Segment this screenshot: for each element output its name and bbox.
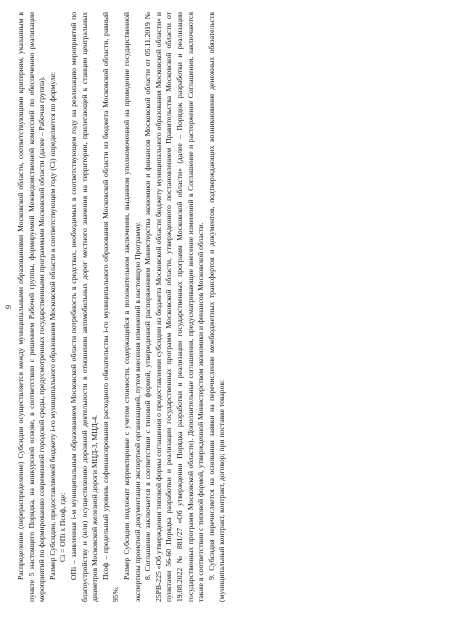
paragraph-subsidy-size: Размер Субсидии, предоставляемой бюджету i-го муниципального образования Московской области в соответствующем году (Ci) определяется по формуле: [47, 71, 57, 580]
paragraph-distribution: Распределение (перераспределение) Субсидии осуществляется между муниципальными образованиями Московской области, соответствующими критериям, указанным в пункте 5 настоящего Порядка, на конкурсной основе, в соответствии с решением Рабочей группы, формируемой Межведомственной комиссией по обеспечению реализации мероприятий по формированию современной городской среды, предусмотренных государственными программами Московской области (далее – Рабочая группа). [16, 12, 47, 602]
paragraph-item-8: 8. Соглашение заключается в соответствии с типовой формой, утвержденной распоряжением Министерства экономики и финансов Московской области от 05.11.2019 № 25РВ-225 «Об утверждении типовой формы соглашения о предоставлении субсидии из бюджета Московской области бюджету муниципального образования Московской области» и пунктами 56-60 Порядка разработки и реализации государственных программ Московской области, утвержденного постановлением Правительства Московской области от 19.08.2022 № 881/27 «Об утверждении Порядка разработки и реализации государственных программ Московской области» (далее – Порядок разработки и реализации государственных программ Московской области). Дополнительные соглашения, предусматривающие внесение изменений в Соглашение и расторжение Соглашения, заключаются также в соответствии с типовой формой, утвержденной Министерством экономики и финансов Московской области. [143, 12, 206, 602]
formula: Ci = ОПi x Псоф, где: [58, 492, 68, 562]
paragraph-psof-definition: Псоф – предельный уровень софинансирования расходного обязательства i-го муниципального образования Московской области из бюджета Московской области, равный 95%. [100, 12, 121, 602]
page-number: 9 [4, 305, 13, 309]
paragraph-op-definition: ОПi – заявленная i-м муниципальным образованием Московской области потребность в средствах, необходимых в соответствующем году на реализацию мероприятий по благоустройству и (или) осуществлению дорожной деятельности в отношении автомобильных дорог местного значения на территории, прилегающей к станции центральных диаметров Московской железной дороги МЦД-3, МЦД-4. [68, 12, 100, 602]
paragraph-adjustment: Размер Субсидии подлежит корректировке с учетом стоимости, содержащейся в положительном заключении, выданном уполномоченной на проведение государственной экспертизы проектной документации экспертной организацией, путем внесения изменений в настоящую Программу. [121, 12, 142, 602]
paragraph-item-9: 9. Субсидия перечисляется на основании заявки на перечисление межбюджетных трансфертов и документов, подтверждающих возникновение денежных обязательств (муниципальный контракт, контракт, договор; при поставке товаров: [206, 12, 227, 602]
